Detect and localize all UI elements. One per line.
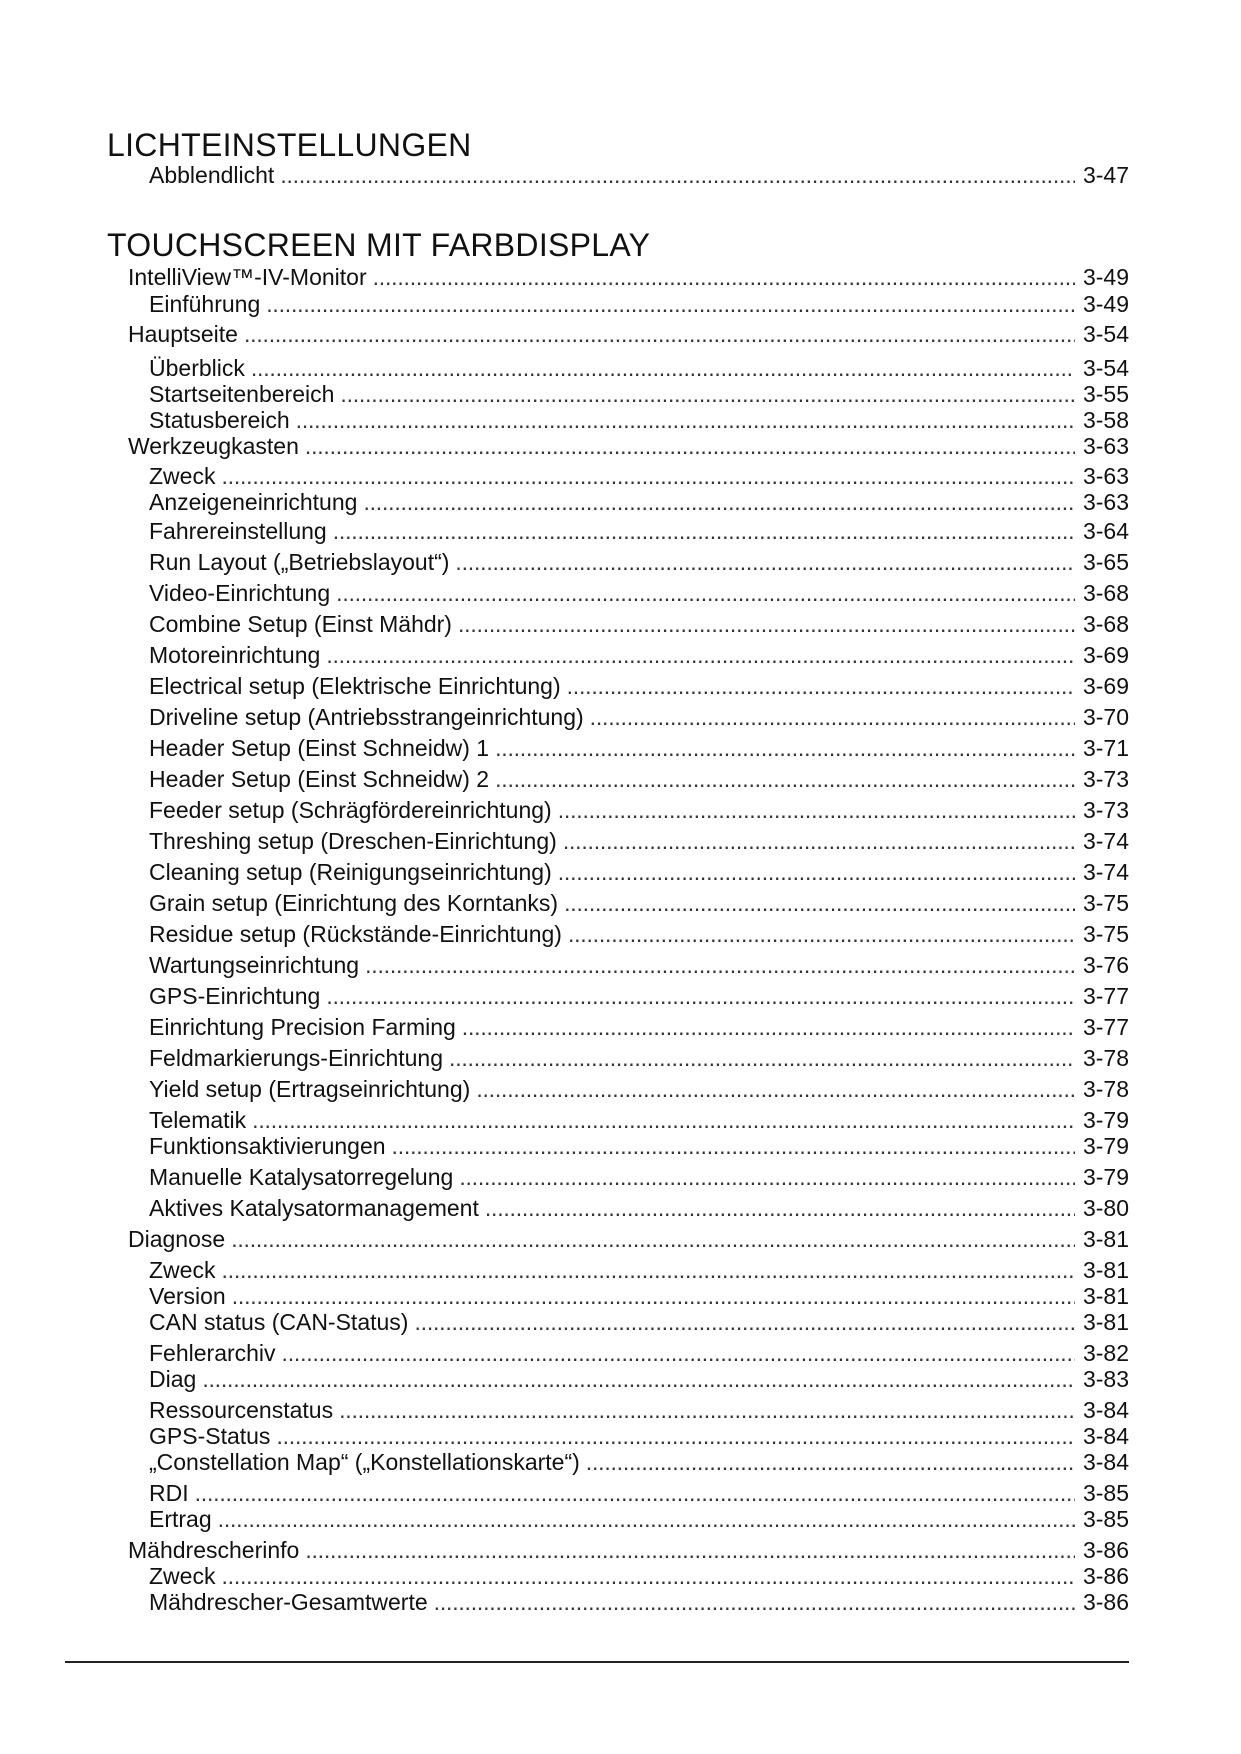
toc-entry-page: 3-49 [1082,264,1129,290]
toc-entry[interactable] [149,579,1129,607]
toc-entry-label: IntelliView™-IV-Monitor [128,264,367,290]
toc-entry-page: 3-85 [1082,1480,1129,1506]
toc-entry-label: GPS-Status [149,1423,271,1449]
toc-entry-page: 3-83 [1082,1366,1129,1392]
toc-entry-label: Combine Setup (Einst Mähdr) [149,611,452,637]
toc-entry-page: 3-77 [1082,983,1129,1009]
toc-entry-page: 3-81 [1082,1226,1129,1252]
toc-entry[interactable] [149,1308,1129,1336]
toc-entry-label: Threshing setup (Dreschen-Einrichtung) [149,828,557,854]
toc-entry-page: 3-71 [1082,735,1129,761]
dot-leader [586,1448,1075,1476]
dot-leader [280,161,1075,189]
toc-entry[interactable] [149,672,1129,700]
toc-entry-label: Ertrag [149,1506,212,1532]
toc-entry-label: Fahrereinstellung [149,518,327,544]
toc-entry-label: Grain setup (Einrichtung des Korntanks) [149,890,559,916]
toc-entry-label: GPS-Einrichtung [149,983,321,1009]
toc-entry-page: 3-77 [1082,1014,1129,1040]
toc-entry[interactable] [149,889,1129,917]
dot-leader [459,1163,1075,1191]
toc-entry[interactable] [149,1562,1129,1590]
toc-entry-label: Telematik [149,1107,247,1133]
toc-entry-page: 3-74 [1082,828,1129,854]
section-title-lichteinstellungen: LICHTEINSTELLUNGEN [107,127,472,163]
dot-leader [282,1339,1075,1367]
toc-entry-label: RDI [149,1480,189,1506]
toc-entry[interactable] [149,641,1129,669]
toc-entry[interactable] [149,1448,1129,1476]
toc-entry-page: 3-65 [1082,549,1129,575]
toc-entry-label: Zweck [149,1563,216,1589]
toc-entry[interactable] [149,1422,1129,1450]
toc-entry-label: Zweck [149,463,216,489]
toc-entry-label: Einrichtung Precision Farming [149,1014,456,1040]
toc-entry-page: 3-84 [1082,1397,1129,1423]
dot-leader [339,1396,1075,1424]
toc-entry-page: 3-81 [1082,1283,1129,1309]
dot-leader [218,1505,1075,1533]
toc-entry-page: 3-78 [1082,1076,1129,1102]
toc-entry[interactable] [149,796,1129,824]
toc-entry[interactable] [149,462,1129,490]
toc-entry-label: „Constellation Map“ („Konstellationskarte“) [149,1449,580,1475]
dot-leader [221,462,1075,490]
toc-entry[interactable] [149,1044,1129,1072]
toc-entry-label: Header Setup (Einst Schneidw) 2 [149,766,490,792]
toc-entry-page: 3-84 [1082,1449,1129,1475]
dot-leader [495,734,1075,762]
dot-leader [340,380,1075,408]
toc-entry[interactable] [149,610,1129,638]
toc-entry[interactable] [149,951,1129,979]
toc-entry-page: 3-81 [1082,1257,1129,1283]
toc-entry-page: 3-54 [1082,355,1129,381]
toc-entry-page: 3-54 [1082,321,1129,347]
toc-entry[interactable] [149,1132,1129,1160]
toc-entry-label: Zweck [149,1257,216,1283]
toc-entry[interactable] [149,1194,1129,1222]
toc-entry[interactable] [149,920,1129,948]
toc-entry[interactable] [149,1256,1129,1284]
toc-entry-label: Motoreinrichtung [149,642,321,668]
dot-leader [326,982,1075,1010]
section-title-touchscreen: TOUCHSCREEN MIT FARBDISPLAY [107,227,651,263]
toc-entry-page: 3-86 [1082,1563,1129,1589]
dot-leader [449,1044,1075,1072]
toc-entry-label: Diagnose [128,1226,226,1252]
dot-leader [458,610,1075,638]
dot-leader [365,951,1075,979]
toc-entry[interactable] [128,1225,1129,1253]
dot-leader [221,1562,1075,1590]
toc-entry[interactable] [149,1339,1129,1367]
toc-entry[interactable] [149,548,1129,576]
toc-entry-label: Wartungseinrichtung [149,952,360,978]
toc-entry-label: CAN status (CAN-Status) [149,1309,409,1335]
toc-entry-label: Hauptseite [128,321,238,347]
toc-entry[interactable] [149,765,1129,793]
toc-entry-label: Driveline setup (Antriebsstrangeinrichtung) [149,704,584,730]
toc-entry[interactable] [149,982,1129,1010]
toc-entry-page: 3-70 [1082,704,1129,730]
toc-entry-label: Mähdrescher-Gesamtwerte [149,1589,428,1615]
toc-entry-label: Yield setup (Ertragseinrichtung) [149,1076,471,1102]
toc-entry-label: Video-Einrichtung [149,580,331,606]
toc-entry[interactable] [128,320,1129,348]
dot-leader [266,290,1075,318]
toc-entry[interactable] [149,1013,1129,1041]
toc-entry[interactable] [149,380,1129,408]
toc-entry-page: 3-55 [1082,381,1129,407]
toc-entry-label: Run Layout („Betriebslayout“) [149,549,450,575]
toc-entry[interactable] [128,432,1129,460]
dot-leader [434,1588,1075,1616]
dot-leader [363,488,1075,516]
toc-entry-label: Feeder setup (Schrägfördereinrichtung) [149,797,552,823]
dot-leader [373,263,1075,291]
toc-entry-page: 3-69 [1082,673,1129,699]
toc-entry-page: 3-85 [1082,1506,1129,1532]
dot-leader [276,1422,1075,1450]
dot-leader [485,1194,1075,1222]
dot-leader [305,1536,1075,1564]
toc-entry-page: 3-63 [1082,463,1129,489]
toc-entry[interactable] [149,858,1129,886]
toc-entry-page: 3-84 [1082,1423,1129,1449]
toc-entry[interactable] [149,488,1129,516]
toc-entry-label: Anzeigeneinrichtung [149,489,358,515]
toc-entry[interactable] [149,406,1129,434]
toc-entry[interactable] [149,1106,1129,1134]
dot-leader [563,827,1075,855]
toc-entry-page: 3-68 [1082,580,1129,606]
toc-entry-label: Electrical setup (Elektrische Einrichtung) [149,673,561,699]
toc-entry-page: 3-82 [1082,1340,1129,1366]
toc-entry-label: Residue setup (Rückstände-Einrichtung) [149,921,562,947]
dot-leader [558,796,1075,824]
toc-entry-page: 3-63 [1082,433,1129,459]
toc-entry-label: Version [149,1283,226,1309]
toc-entry-label: Mähdrescherinfo [128,1537,300,1563]
toc-entry-page: 3-49 [1082,291,1129,317]
toc-entry-page: 3-75 [1082,890,1129,916]
dot-leader [476,1075,1075,1103]
toc-entry-label: Werkzeugkasten [128,433,299,459]
toc-entry-page: 3-69 [1082,642,1129,668]
toc-entry[interactable] [149,354,1129,382]
dot-leader [252,1106,1075,1134]
toc-entry[interactable] [128,1536,1129,1564]
toc-entry-page: 3-73 [1082,766,1129,792]
toc-entry-label: Abblendlicht [149,162,275,188]
toc-entry-page: 3-79 [1082,1107,1129,1133]
toc-entry-page: 3-64 [1082,518,1129,544]
toc-entry-page: 3-79 [1082,1164,1129,1190]
dot-leader [244,320,1075,348]
toc-entry-label: Funktionsaktivierungen [149,1133,386,1159]
toc-entry-label: Aktives Katalysatormanagement [149,1195,479,1221]
toc-entry-label: Statusbereich [149,407,290,433]
toc-entry-page: 3-75 [1082,921,1129,947]
toc-entry[interactable] [149,517,1129,545]
toc-entry-label: Diag [149,1366,197,1392]
toc-entry-page: 3-68 [1082,611,1129,637]
toc-entry[interactable] [149,1365,1129,1393]
toc-entry-label: Feldmarkierungs-Einrichtung [149,1045,444,1071]
footer-rule [65,1661,1129,1663]
toc-entry-label: Startseitenbereich [149,381,335,407]
toc-entry[interactable] [149,1075,1129,1103]
toc-entry-label: Überblick [149,355,245,381]
dot-leader [251,354,1075,382]
toc-entry-page: 3-81 [1082,1309,1129,1335]
dot-leader [232,1282,1075,1310]
toc-entry-label: Header Setup (Einst Schneidw) 1 [149,735,490,761]
toc-entry[interactable] [149,827,1129,855]
toc-entry[interactable] [149,1282,1129,1310]
dot-leader [336,579,1075,607]
toc-entry-page: 3-47 [1082,162,1129,188]
dot-leader [462,1013,1075,1041]
dot-leader [305,432,1075,460]
toc-entry-page: 3-74 [1082,859,1129,885]
toc-entry[interactable] [149,1163,1129,1191]
toc-entry[interactable] [149,703,1129,731]
dot-leader [590,703,1075,731]
dot-leader [333,517,1075,545]
toc-entry-label: Ressourcenstatus [149,1397,334,1423]
dot-leader [414,1308,1075,1336]
toc-entry[interactable] [149,290,1129,318]
dot-leader [568,920,1075,948]
dot-leader [231,1225,1075,1253]
toc-entry[interactable] [149,1479,1129,1507]
dot-leader [221,1256,1075,1284]
dot-leader [195,1479,1075,1507]
toc-entry-page: 3-80 [1082,1195,1129,1221]
dot-leader [455,548,1075,576]
toc-entry-label: Fehlerarchiv [149,1340,276,1366]
toc-entry-page: 3-76 [1082,952,1129,978]
toc-entry-page: 3-78 [1082,1045,1129,1071]
toc-entry[interactable] [149,734,1129,762]
dot-leader [567,672,1075,700]
toc-entry[interactable] [128,263,1129,291]
dot-leader [326,641,1075,669]
toc-entry-page: 3-73 [1082,797,1129,823]
toc-entry-page: 3-58 [1082,407,1129,433]
dot-leader [564,889,1075,917]
dot-leader [558,858,1075,886]
toc-entry-page: 3-79 [1082,1133,1129,1159]
dot-leader [392,1132,1075,1160]
toc-entry-page: 3-63 [1082,489,1129,515]
dot-leader [296,406,1075,434]
toc-entry-page: 3-86 [1082,1589,1129,1615]
toc-entry[interactable] [149,161,1129,189]
toc-entry-label: Cleaning setup (Reinigungseinrichtung) [149,859,552,885]
toc-entry[interactable] [149,1396,1129,1424]
toc-entry[interactable] [149,1588,1129,1616]
toc-entry-label: Manuelle Katalysatorregelung [149,1164,454,1190]
dot-leader [495,765,1075,793]
dot-leader [202,1365,1075,1393]
toc-entry-page: 3-86 [1082,1537,1129,1563]
toc-entry-label: Einführung [149,291,261,317]
toc-entry[interactable] [149,1505,1129,1533]
